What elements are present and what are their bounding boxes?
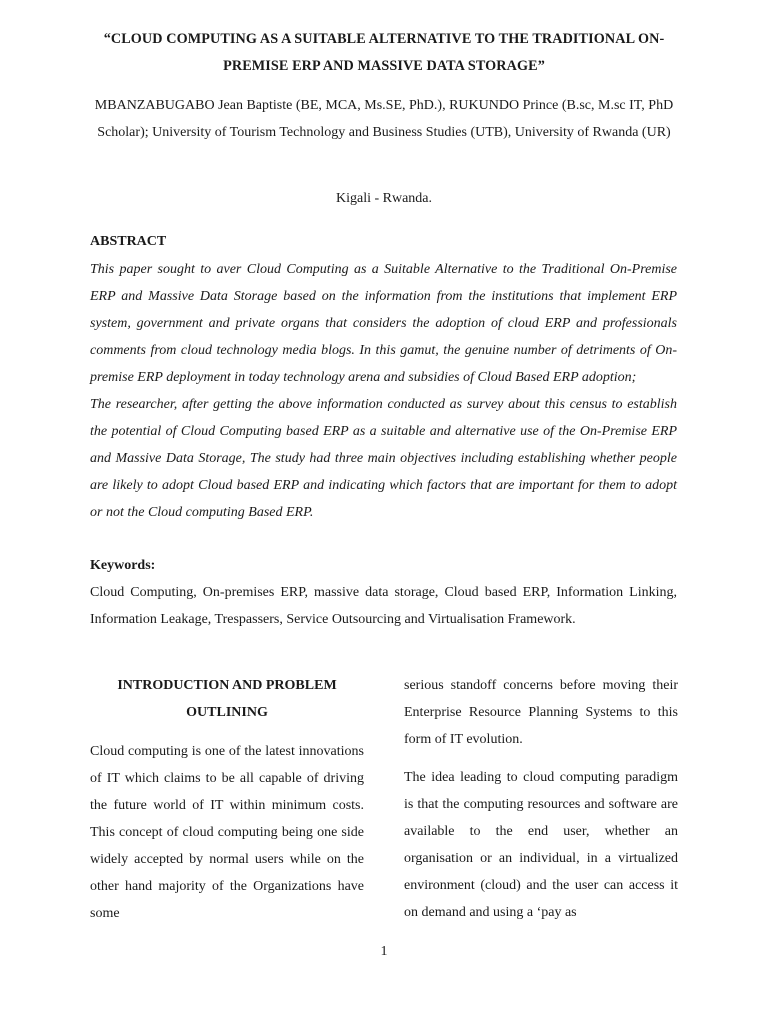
right-column bbox=[404, 672, 678, 926]
abstract-body bbox=[90, 256, 677, 526]
keywords-heading: Keywords: bbox=[90, 558, 156, 573]
abstract-heading: ABSTRACT bbox=[90, 234, 167, 249]
abstract-paragraph: The researcher, after getting the above information conducted as survey about this census to establish the potential of Cloud Computing based ERP as a suitable and alternative use of the On-Premise ERP and Massive Data Storage, The study had three main objectives including establishing whether people are likely to adopt Cloud based ERP and indicating which factors that are important for them to adopt or not the Cloud computing Based ERP. bbox=[90, 397, 677, 520]
abstract-paragraph: This paper sought to aver Cloud Computing as a Suitable Alternative to the Traditional On-Premise ERP and Massive Data Storage based on the information from the institutions that implement ERP system, government and private organs that considers the adoption of cloud ERP and professionals comments from cloud technology media blogs. In this gamut, the genuine number of detriments of On-premise ERP deployment in today technology arena and subsidies of Cloud Based ERP adoption; bbox=[90, 262, 677, 385]
keywords-list: Cloud Computing, On-premises ERP, massive data storage, Cloud based ERP, Information Linking, Information Leakage, Trespassers, Service Outsourcing and Virtualisation Framework. bbox=[90, 585, 677, 627]
location-line: Kigali - Rwanda. bbox=[335, 191, 433, 206]
author-affiliations: MBANZABUGABO Jean Baptiste (BE, MCA, Ms.SE, PhD.), RUKUNDO Prince (B.sc, M.sc IT, PhD Scholar); University of Tourism Technology and Business Studies (UTB), University of Rwanda (UR) bbox=[94, 98, 674, 140]
paper-title: “CLOUD COMPUTING AS A SUITABLE ALTERNATIVE TO THE TRADITIONAL ON-PREMISE ERP AND MASSIVE DATA STORAGE” bbox=[103, 31, 665, 74]
section-heading: INTRODUCTION AND PROBLEM OUTLINING bbox=[117, 678, 337, 720]
body-paragraph: The idea leading to cloud computing paradigm is that the computing resources and software are available to the end user, whether an organisation or an individual, in a virtualized environment (cloud) and the user can access it on demand and using a ‘pay as bbox=[404, 770, 678, 920]
body-paragraph: serious standoff concerns before moving their Enterprise Resource Planning Systems to this form of IT evolution. bbox=[404, 678, 678, 747]
page-number: 1 bbox=[380, 944, 388, 959]
left-column bbox=[90, 672, 364, 927]
body-paragraph: Cloud computing is one of the latest innovations of IT which claims to be all capable of driving the future world of IT within minimum costs. This concept of cloud computing being one side widely accepted by normal users while on the other hand majority of the Organizations have some bbox=[90, 744, 364, 921]
